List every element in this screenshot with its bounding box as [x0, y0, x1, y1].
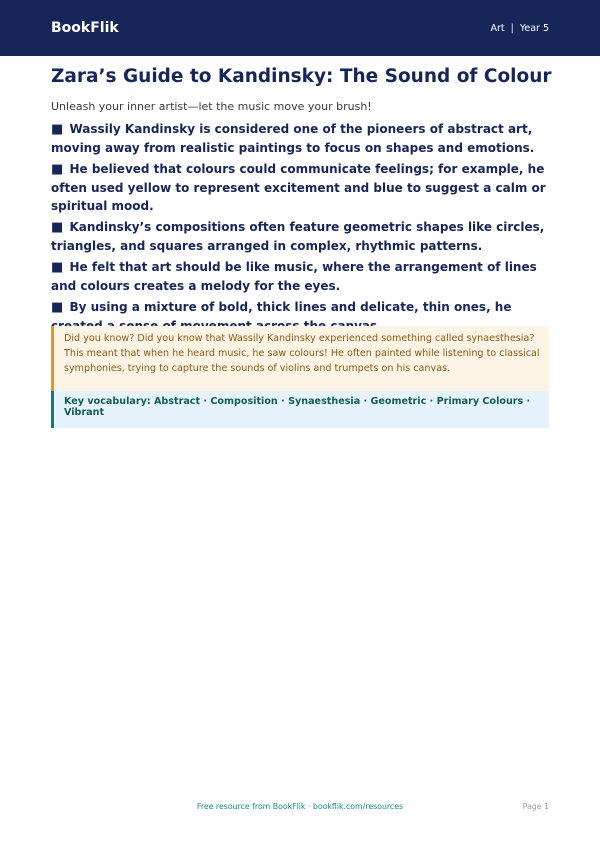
square-bullet-icon: ■ [51, 260, 64, 275]
page-number: Page 1 [522, 802, 549, 811]
vocab-text: Key vocabulary: Abstract · Composition · Synaesthesia · Geometric · Primary Colours · Vibrant [64, 396, 531, 418]
list-item [51, 218, 551, 255]
square-bullet-icon: ■ [51, 300, 64, 315]
key-vocabulary-box [51, 391, 549, 428]
header-bar [0, 0, 600, 56]
square-bullet-icon: ■ [51, 122, 64, 137]
meta-separator: | [510, 22, 514, 34]
list-item-text: Kandinsky’s compositions often feature geometric shapes like circles, triangles, and squares arranged in complex, rhythmic patterns. [51, 220, 545, 253]
list-item-text: Wassily Kandinsky is considered one of the pioneers of abstract art, moving away from realistic paintings to focus on shapes and emotions. [51, 122, 535, 155]
footer-resource-link[interactable]: Free resource from BookFlik · bookflik.com/resources [196, 802, 404, 811]
did-you-know-callout [51, 326, 549, 391]
list-item-text: He felt that art should be like music, where the arrangement of lines and colours creates a melody for the eyes. [51, 260, 537, 293]
square-bullet-icon: ■ [51, 220, 64, 235]
page-subtitle: Unleash your inner artist—let the music move your brush! [51, 100, 372, 113]
brand-logo[interactable]: BookFlik [51, 20, 119, 36]
header-meta [490, 23, 549, 34]
year-label: Year 5 [519, 22, 549, 34]
list-item [51, 258, 551, 295]
list-item [51, 120, 551, 157]
list-item-text: He believed that colours could communicate feelings; for example, he often used yellow to represent excitement and blue to suggest a calm or spiritual mood. [51, 162, 546, 213]
callout-text: Did you know? Did you know that Wassily Kandinsky experienced something called synaesthesia? This meant that when he heard music, he saw colours! He often painted while listening to classical symphonies, trying to capture the sounds of violins and trumpets on his canvas. [64, 333, 540, 374]
list-item [51, 160, 551, 215]
square-bullet-icon: ■ [51, 162, 64, 177]
page-title: Zara’s Guide to Kandinsky: The Sound of Colour [51, 66, 552, 87]
list-item-text: By using a mixture of bold, thick lines and delicate, thin ones, he [69, 300, 512, 314]
page-footer [0, 802, 600, 816]
subject-label: Art [490, 22, 505, 34]
fact-list [51, 120, 551, 338]
